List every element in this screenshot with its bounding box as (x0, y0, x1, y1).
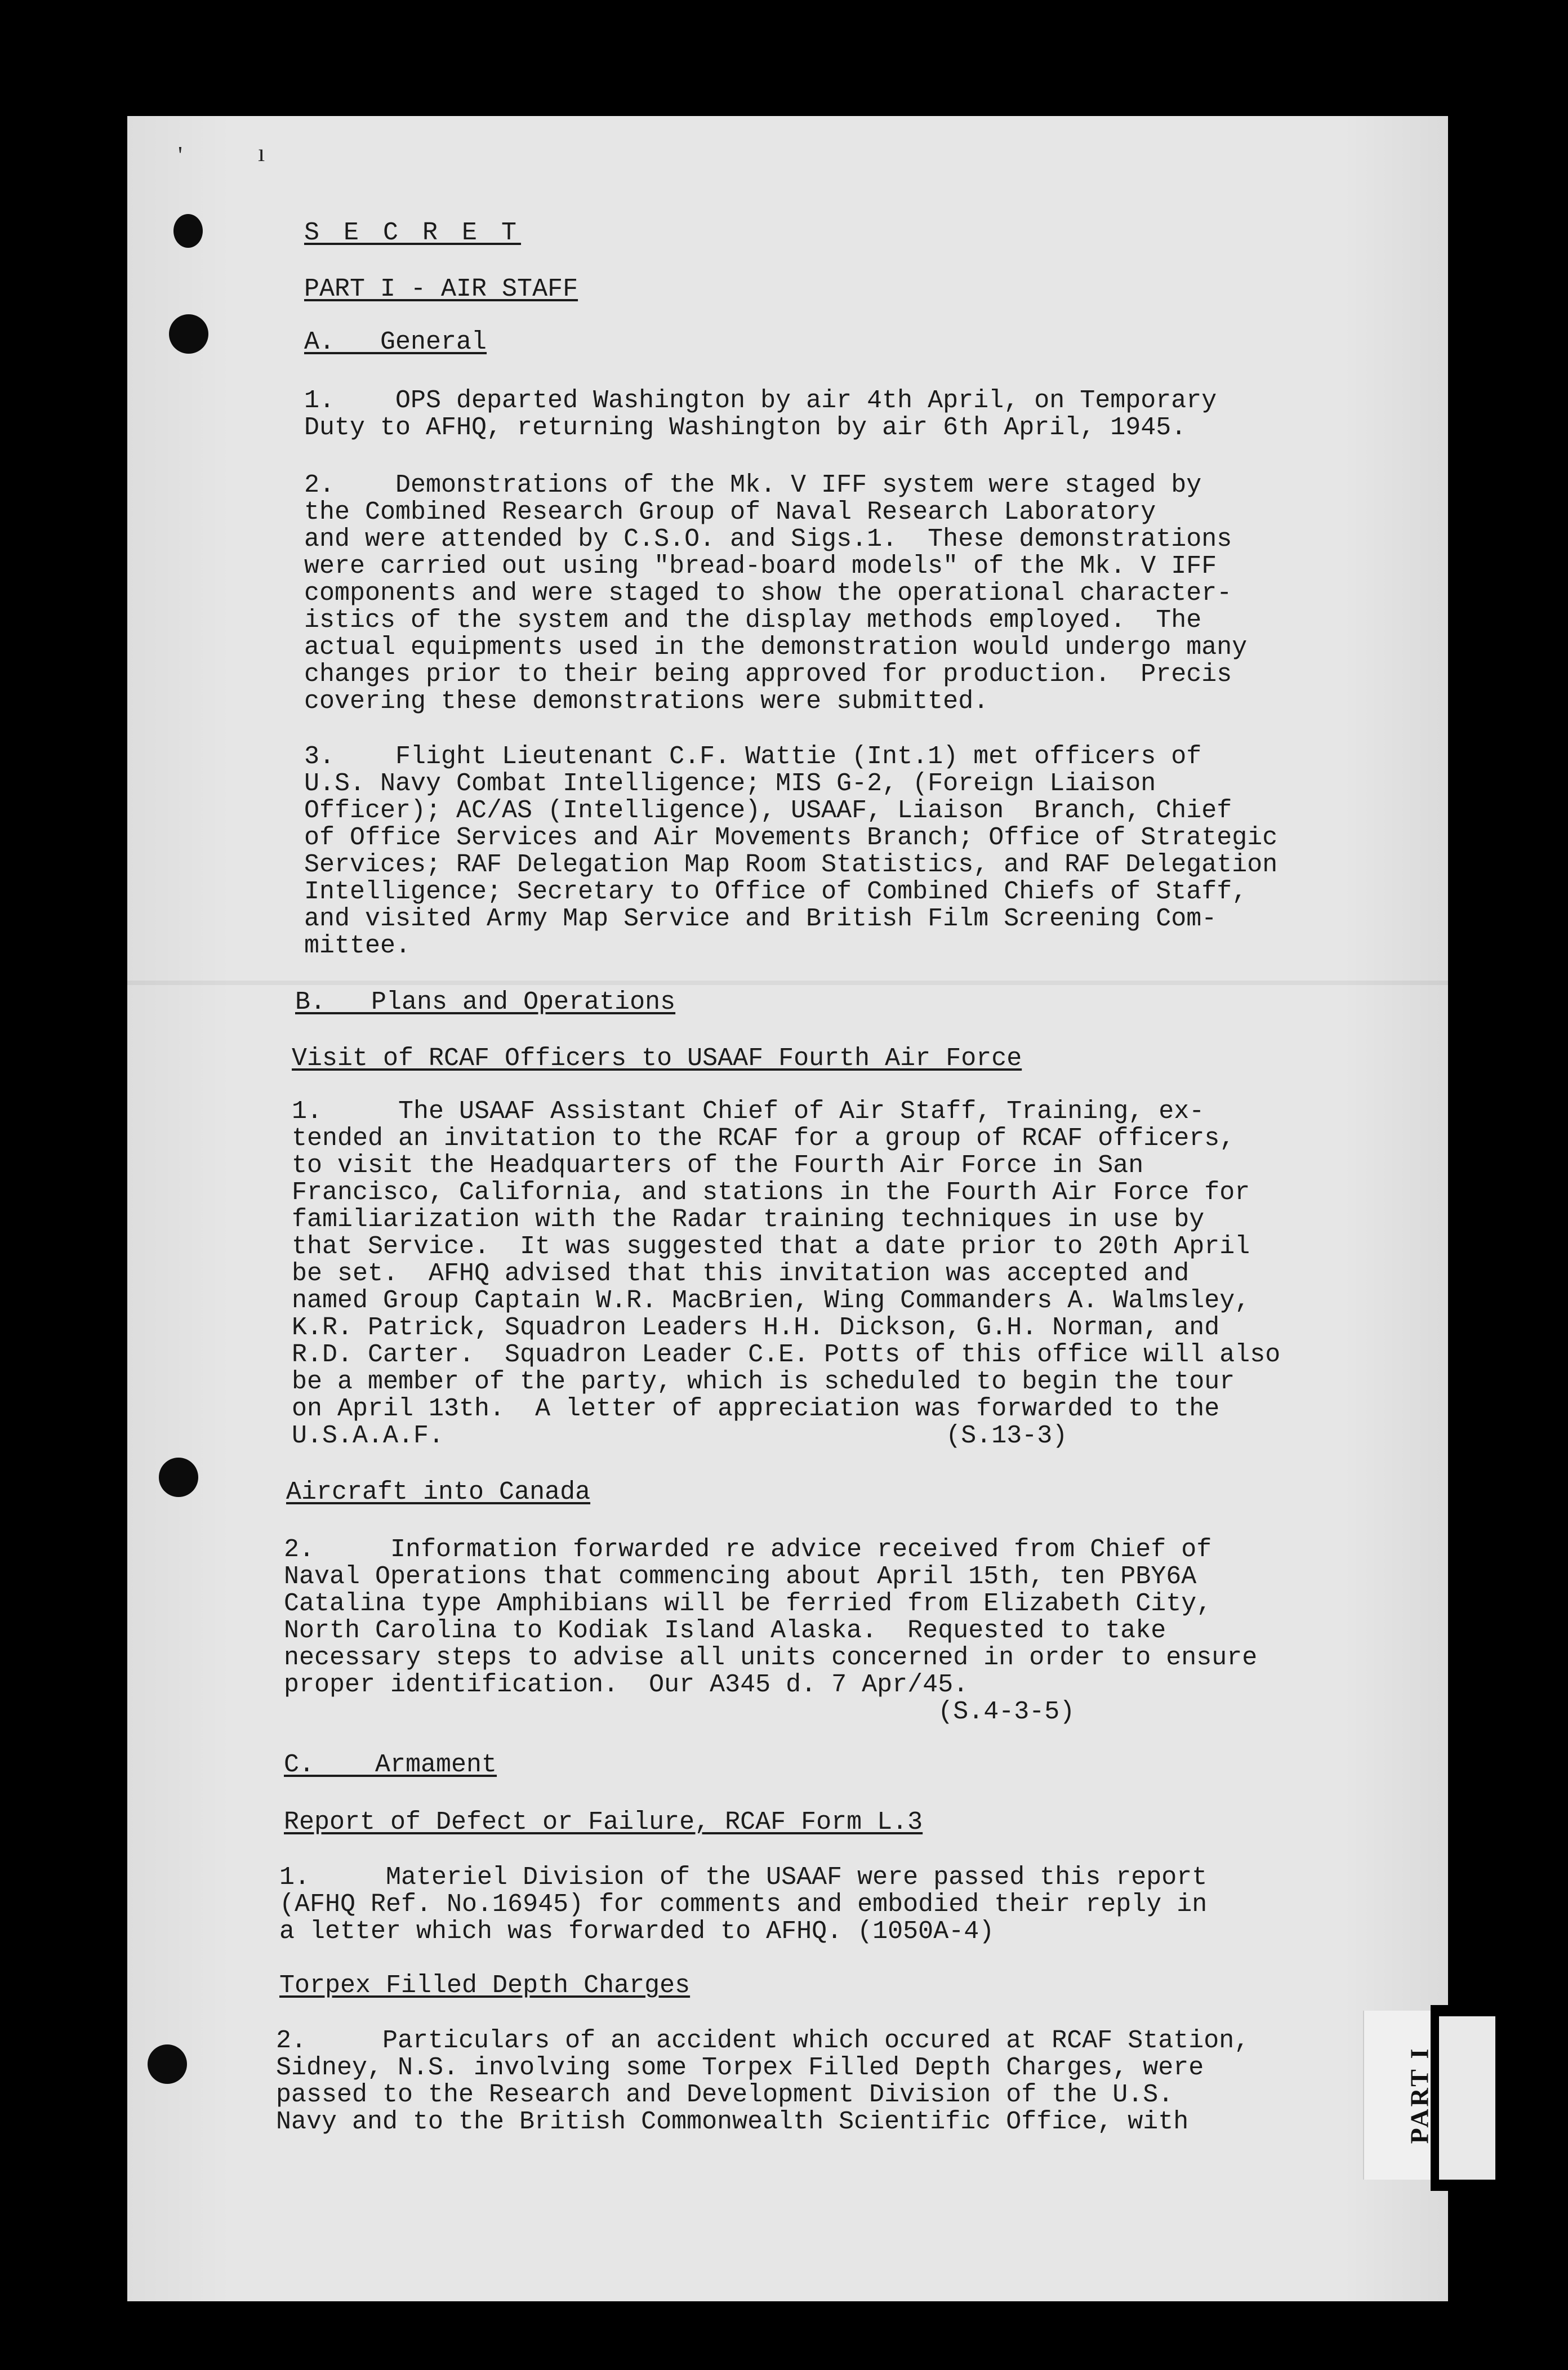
page-fold (127, 981, 1448, 985)
section-a-paragraph-2: 2. Demonstrations of the Mk. V IFF system were staged by the Combined Research Group of Naval Research Laboratory and were attended by C.S.O. and Sigs.1. These demonstrations were carried out using "bread-board models" of the Mk. V IFF components and were staged to show the operational character- istics of the system and the display methods employed. The actual equipments used in the demonstration would undergo many changes prior to their being approved for production. Precis covering these demonstrations were submitted. (304, 471, 1248, 716)
punch-hole (169, 314, 208, 354)
classification-label: S E C R E T (304, 219, 522, 247)
section-a-paragraph-1: 1. OPS departed Washington by air 4th April, on Temporary Duty to AFHQ, returning Washington by air 6th April, 1945. (304, 386, 1217, 442)
section-b-subheading-2: Aircraft into Canada (286, 1478, 591, 1507)
stray-mark: ' (178, 141, 182, 169)
section-b-subheading-1: Visit of RCAF Officers to USAAF Fourth Air Force (292, 1044, 1022, 1073)
tab-inner (1439, 2016, 1495, 2180)
tab-label: PART I (1405, 2046, 1434, 2144)
punch-hole (159, 1458, 198, 1497)
section-a-paragraph-3: 3. Flight Lieutenant C.F. Wattie (Int.1) met officers of U.S. Navy Combat Intelligence; MIS G-2, (Foreign Liaison Officer); AC/AS (Intelligence), USAAF, Liaison Branch, Chief of Office Services and Air Movements Branch; Office of Strategic Services; RAF Delegation Map Room Statistics, and RAF Delegation Intelligence; Secretary to Office of Combined Chiefs of Staff, and visited Army Map Service and British Film Screening Com- mittee. (304, 742, 1278, 960)
section-a-heading: A. General (304, 328, 487, 357)
section-c-heading: C. Armament (284, 1750, 497, 1779)
part-title: PART I - AIR STAFF (304, 275, 578, 304)
section-c-paragraph-2: 2. Particulars of an accident which occured at RCAF Station, Sidney, N.S. involving some Torpex Filled Depth Charges, were passed to the Research and Development Division of the U.S. Navy and to the British Commonwealth Scientific Office, with (276, 2026, 1250, 2136)
section-b-heading: B. Plans and Operations (295, 988, 676, 1017)
punch-hole (173, 214, 203, 248)
section-c-paragraph-1: 1. Materiel Division of the USAAF were passed this report (AFHQ Ref. No.16945) for comments and embodied their reply in a letter which was forwarded to AFHQ. (1050A-4) (279, 1863, 1208, 1946)
section-b-paragraph-2: 2. Information forwarded re advice received from Chief of Naval Operations that commencing about April 15th, ten PBY6A Catalina type Amphibians will be ferried from Elizabeth City, North Carolina to Kodiak Island Alaska. Requested to take necessary steps to advise all units concerned in order to ensure proper identification. Our A345 d. 7 Apr/45. (S.4-3-5) (284, 1535, 1258, 1726)
punch-hole (148, 2044, 187, 2084)
stray-mark: ı (258, 139, 265, 167)
section-b-paragraph-1: 1. The USAAF Assistant Chief of Air Staff, Training, ex- tended an invitation to the RCAF for a group of RCAF officers, to visit the Headquarters of the Fourth Air Force in San Francisco, California, and stations in the Fourth Air Force for familiarization with the Radar training techniques in use by that Service. It was suggested that a date prior to 20th April be set. AFHQ advised that this invitation was accepted and named Group Captain W.R. MacBrien, Wing Commanders A. Walmsley, K.R. Patrick, Squadron Leaders H.H. Dickson, G.H. Norman, and R.D. Carter. Squadron Leader C.E. Potts of this office will also be a member of the party, which is scheduled to begin the tour on April 13th. A letter of appreciation was forwarded to the U.S.A.A.F. (S.13-3) (292, 1097, 1281, 1450)
section-c-subheading-1: Report of Defect or Failure, RCAF Form L.3 (284, 1808, 923, 1837)
section-c-subheading-2: Torpex Filled Depth Charges (279, 1971, 691, 2000)
